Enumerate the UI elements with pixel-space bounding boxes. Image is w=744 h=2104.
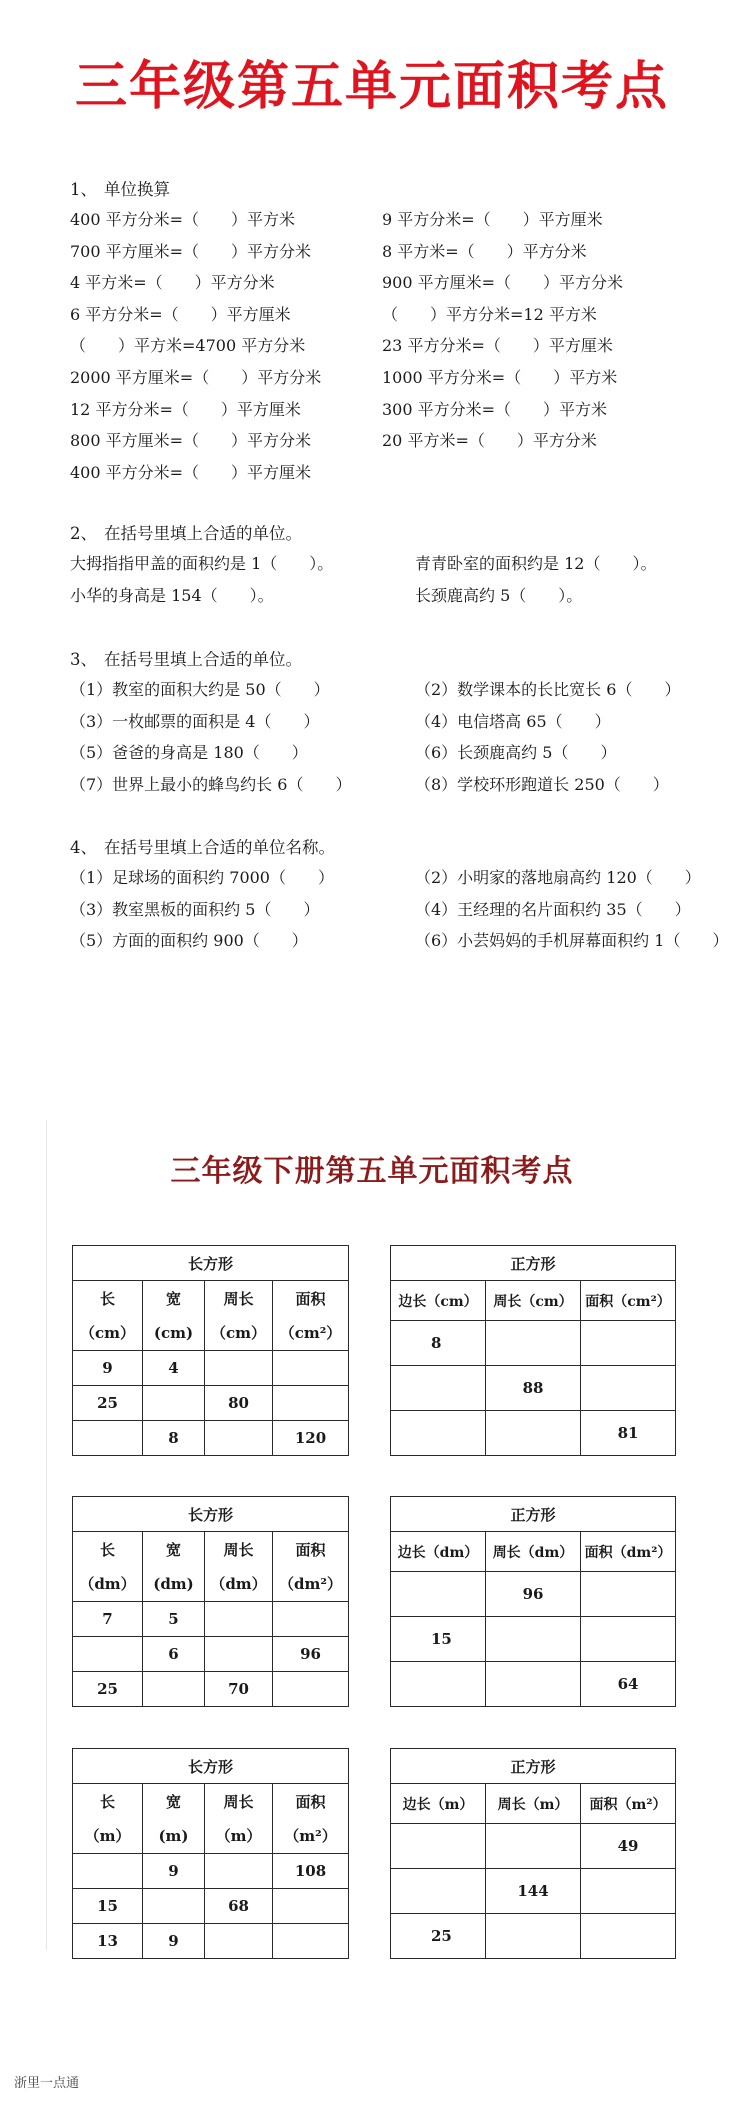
section-fill-units-b (70, 646, 730, 800)
table-cell: 96 (486, 1572, 581, 1617)
table-cell (391, 1824, 486, 1869)
table-cell (73, 1637, 143, 1672)
column-header: 面积 (273, 1281, 349, 1316)
question-row (70, 737, 730, 769)
question-left: 4 平方米=（ ）平方分米 (70, 273, 275, 293)
table-unit-row (73, 1819, 349, 1854)
column-unit: （m） (73, 1819, 143, 1854)
table-cell (205, 1637, 273, 1672)
footer-watermark: 浙里一点通 (14, 2076, 80, 2091)
table-cell (143, 1386, 205, 1421)
question-right: 900 平方厘米=（ ）平方分米 (382, 273, 624, 293)
section-number: 4、 (70, 838, 97, 857)
table-header-row (391, 1784, 676, 1824)
table-header-row (73, 1532, 349, 1567)
column-unit: (dm) (143, 1567, 205, 1602)
question-left: （ ）平方米=4700 平方分米 (70, 336, 306, 356)
table-cell: 6 (143, 1637, 205, 1672)
question-right: （2）小明家的落地扇高约 120（ ） (415, 868, 701, 887)
section-heading (70, 520, 730, 548)
question-left: 小华的身高是 154（ ）。 (70, 585, 274, 605)
section-heading-text: 单位换算 (104, 180, 170, 199)
table-cell (205, 1351, 273, 1386)
rectangle-table-m (72, 1748, 349, 1959)
column-unit: （dm） (205, 1567, 273, 1602)
table-row (391, 1366, 676, 1411)
question-left: 大拇指指甲盖的面积约是 1（ ）。 (70, 554, 334, 573)
column-unit: （dm） (73, 1567, 143, 1602)
column-header: 长 (73, 1281, 143, 1316)
question-right: 青青卧室的面积约是 12（ ）。 (415, 554, 657, 573)
table-row (73, 1854, 349, 1889)
question-left: （5）方面的面积约 900（ ） (70, 931, 308, 951)
table-cell (273, 1602, 349, 1637)
table-cell: 81 (581, 1411, 676, 1456)
square-table-cm (390, 1245, 676, 1456)
question-right: （ ）平方分米=12 平方米 (382, 304, 597, 324)
table-cell (391, 1366, 486, 1411)
table-header-row (73, 1281, 349, 1316)
table-cell (205, 1854, 273, 1889)
column-unit: （cm²） (273, 1316, 349, 1351)
question-row (70, 862, 730, 894)
table-cell (73, 1421, 143, 1456)
table-title: 长方形 (73, 1497, 349, 1532)
table-row (73, 1889, 349, 1924)
table-cell (205, 1602, 273, 1637)
question-row (70, 267, 730, 299)
question-right: （6）长颈鹿高约 5（ ） (415, 743, 617, 763)
table-cell (205, 1924, 273, 1959)
question-row (70, 425, 730, 457)
question-left: （3）一枚邮票的面积是 4（ ） (70, 711, 320, 731)
table-cell: 8 (391, 1321, 486, 1366)
section-number: 2、 (70, 524, 97, 543)
column-header: 面积 (273, 1532, 349, 1567)
table-header-row (391, 1281, 676, 1321)
table-row (391, 1869, 676, 1914)
table-cell: 9 (143, 1924, 205, 1959)
question-right: 23 平方分米=（ ）平方厘米 (382, 336, 613, 356)
table-cell (73, 1854, 143, 1889)
table-cell: 15 (391, 1617, 486, 1662)
table-cell (273, 1924, 349, 1959)
column-header: 面积（cm²） (581, 1281, 676, 1321)
column-unit: （dm²） (273, 1567, 349, 1602)
rectangle-table-cm (72, 1245, 349, 1456)
table-cell: 9 (143, 1854, 205, 1889)
question-left: （3）教室黑板的面积约 5（ ） (70, 899, 320, 919)
question-row (70, 236, 730, 268)
column-header: 周长 (205, 1281, 273, 1316)
table-cell: 108 (273, 1854, 349, 1889)
table-cell (486, 1914, 581, 1959)
table-row (73, 1386, 349, 1421)
section-heading-text: 在括号里填上合适的单位。 (104, 524, 302, 543)
column-unit: （m） (205, 1819, 273, 1854)
question-row (70, 580, 730, 612)
section-heading (70, 834, 730, 862)
section-fill-unit-names (70, 834, 730, 957)
table-cell: 144 (486, 1869, 581, 1914)
question-left: 6 平方分米=（ ）平方厘米 (70, 304, 291, 324)
section-fill-units-a (70, 520, 730, 611)
column-unit: （cm） (205, 1316, 273, 1351)
table-cell: 25 (73, 1386, 143, 1421)
table-cell: 4 (143, 1351, 205, 1386)
table-header-row (73, 1784, 349, 1819)
section-heading-text: 在括号里填上合适的单位名称。 (104, 838, 335, 857)
table-cell (581, 1914, 676, 1959)
table-row (391, 1411, 676, 1456)
table-cell (486, 1411, 581, 1456)
column-header: 周长 (205, 1532, 273, 1567)
question-row (70, 204, 730, 236)
column-header: 边长（cm） (391, 1281, 486, 1321)
table-cell (273, 1889, 349, 1924)
table-row (73, 1421, 349, 1456)
question-left: 700 平方厘米=（ ）平方分米 (70, 241, 312, 261)
table-cell (581, 1869, 676, 1914)
table-row (391, 1662, 676, 1707)
table-cell (581, 1366, 676, 1411)
question-right: （4）王经理的名片面积约 35（ ） (415, 899, 691, 919)
column-header: 周长（dm） (486, 1532, 581, 1572)
table-cell (273, 1672, 349, 1707)
table-cell: 15 (73, 1889, 143, 1924)
table-cell (486, 1662, 581, 1707)
column-header: 面积（dm²） (581, 1532, 676, 1572)
question-row (70, 674, 730, 706)
table-row (391, 1824, 676, 1869)
rectangle-table-dm (72, 1496, 349, 1707)
table-cell (391, 1411, 486, 1456)
square-table-m (390, 1748, 676, 1959)
question-row (70, 925, 730, 957)
table-title-row (73, 1497, 349, 1532)
table-cell (273, 1351, 349, 1386)
table-cell: 25 (391, 1914, 486, 1959)
section-heading-text: 在括号里填上合适的单位。 (104, 650, 302, 669)
question-left: （1）教室的面积大约是 50（ ） (70, 680, 330, 699)
table-row (73, 1351, 349, 1386)
column-header: 宽 (143, 1281, 205, 1316)
section-number: 1、 (70, 180, 97, 199)
column-unit: （cm） (73, 1316, 143, 1351)
column-header: 边长（dm） (391, 1532, 486, 1572)
column-header: 周长 (205, 1784, 273, 1819)
question-left: （1）足球场的面积约 7000（ ） (70, 868, 334, 887)
table-cell (581, 1617, 676, 1662)
table-cell: 7 (73, 1602, 143, 1637)
table-cell (486, 1824, 581, 1869)
question-left: 2000 平方厘米=（ ）平方分米 (70, 367, 322, 387)
question-right: （8）学校环形跑道长 250（ ） (415, 774, 669, 794)
table-title: 正方形 (391, 1497, 676, 1532)
table-cell: 96 (273, 1637, 349, 1672)
table-title-row (73, 1246, 349, 1281)
column-unit: (cm) (143, 1316, 205, 1351)
question-row (70, 894, 730, 926)
column-unit: （m²） (273, 1819, 349, 1854)
table-cell: 13 (73, 1924, 143, 1959)
table-cell: 25 (73, 1672, 143, 1707)
question-right: 1000 平方分米=（ ）平方米 (382, 367, 618, 387)
left-divider-line (46, 1120, 47, 1950)
table-title: 正方形 (391, 1749, 676, 1784)
page-title: 三年级第五单元面积考点 (74, 57, 669, 117)
table-cell: 120 (273, 1421, 349, 1456)
table-title: 正方形 (391, 1246, 676, 1281)
table-row (73, 1637, 349, 1672)
table-cell (486, 1321, 581, 1366)
question-right: 8 平方米=（ ）平方分米 (382, 241, 587, 261)
section-unit-conversion (70, 176, 730, 488)
question-right: 9 平方分米=（ ）平方厘米 (382, 210, 603, 229)
question-right: （2）数学课本的长比宽长 6（ ） (415, 680, 681, 699)
table-unit-row (73, 1567, 349, 1602)
table-row (391, 1572, 676, 1617)
question-row (70, 299, 730, 331)
question-right: 20 平方米=（ ）平方分米 (382, 431, 597, 451)
question-right: （4）电信塔高 65（ ） (415, 711, 611, 731)
table-title-row (73, 1749, 349, 1784)
table-cell: 64 (581, 1662, 676, 1707)
question-left: 800 平方厘米=（ ）平方分米 (70, 431, 312, 451)
question-row (70, 457, 730, 489)
column-header: 周长（m） (486, 1784, 581, 1824)
question-right: 300 平方分米=（ ）平方米 (382, 399, 608, 419)
question-left: 12 平方分米=（ ）平方厘米 (70, 399, 301, 419)
column-header: 面积 (273, 1784, 349, 1819)
table-title-row (391, 1497, 676, 1532)
table-cell: 68 (205, 1889, 273, 1924)
table-cell (391, 1869, 486, 1914)
table-cell: 80 (205, 1386, 273, 1421)
table-cell (581, 1572, 676, 1617)
question-row (70, 362, 730, 394)
column-header: 长 (73, 1532, 143, 1567)
question-row (70, 394, 730, 426)
column-header: 长 (73, 1784, 143, 1819)
table-cell (486, 1617, 581, 1662)
section-number: 3、 (70, 650, 97, 669)
table-row (73, 1672, 349, 1707)
table-title-row (391, 1246, 676, 1281)
table-cell (581, 1321, 676, 1366)
question-left: 400 平方分米=（ ）平方厘米 (70, 462, 312, 482)
table-title: 长方形 (73, 1749, 349, 1784)
table-cell (391, 1572, 486, 1617)
table-cell: 49 (581, 1824, 676, 1869)
square-table-dm (390, 1496, 676, 1707)
table-cell (205, 1421, 273, 1456)
section-heading (70, 176, 730, 204)
section-heading (70, 646, 730, 674)
question-row (70, 706, 730, 738)
table-cell: 9 (73, 1351, 143, 1386)
column-header: 周长（cm） (486, 1281, 581, 1321)
table-row (73, 1602, 349, 1637)
table-cell: 88 (486, 1366, 581, 1411)
table-row (73, 1924, 349, 1959)
table-cell (273, 1386, 349, 1421)
table-row (391, 1321, 676, 1366)
question-row (70, 330, 730, 362)
table-cell: 70 (205, 1672, 273, 1707)
table-cell (143, 1889, 205, 1924)
column-header: 宽 (143, 1532, 205, 1567)
question-right: （6）小芸妈妈的手机屏幕面积约 1（ ） (415, 931, 729, 951)
table-cell (143, 1672, 205, 1707)
question-row (70, 769, 730, 801)
column-header: 面积（m²） (581, 1784, 676, 1824)
table-title-row (391, 1749, 676, 1784)
question-row (70, 548, 730, 580)
column-header: 边长（m） (391, 1784, 486, 1824)
question-left: 400 平方分米=（ ）平方米 (70, 210, 296, 229)
table-unit-row (73, 1316, 349, 1351)
question-right: 长颈鹿高约 5（ ）。 (415, 585, 583, 605)
table-cell: 5 (143, 1602, 205, 1637)
column-header: 宽 (143, 1784, 205, 1819)
column-unit: (m) (143, 1819, 205, 1854)
subtitle: 三年级下册第五单元面积考点 (170, 1154, 574, 1189)
table-header-row (391, 1532, 676, 1572)
table-title: 长方形 (73, 1246, 349, 1281)
table-cell (391, 1662, 486, 1707)
table-row (391, 1914, 676, 1959)
table-row (391, 1617, 676, 1662)
question-left: （7）世界上最小的蜂鸟约长 6（ ） (70, 774, 352, 794)
question-left: （5）爸爸的身高是 180（ ） (70, 743, 308, 763)
table-cell: 8 (143, 1421, 205, 1456)
